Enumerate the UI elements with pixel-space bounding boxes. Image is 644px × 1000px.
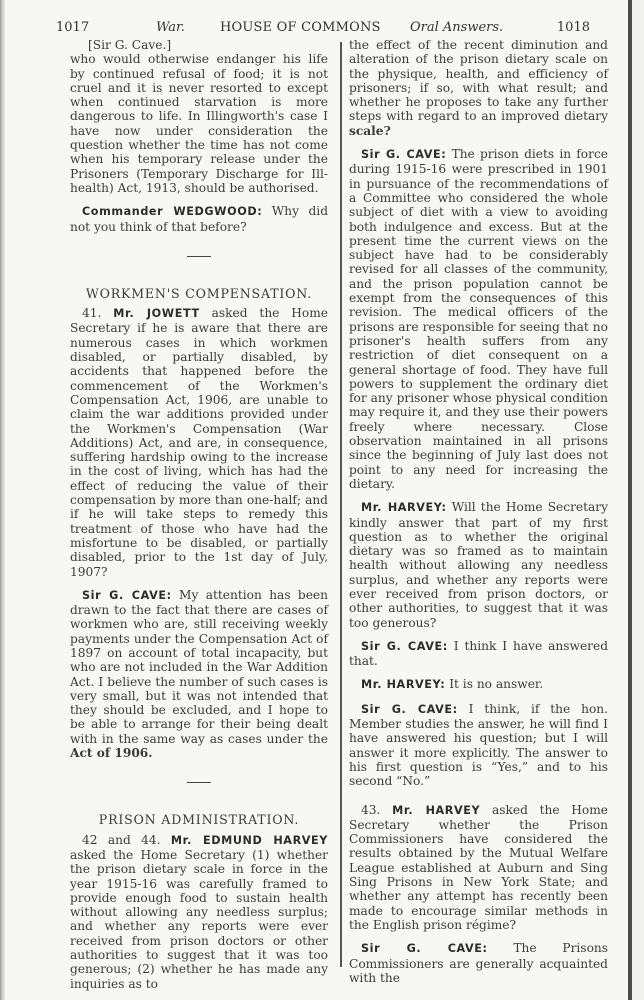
- speaker-name: Sir G. CAVE:: [361, 148, 447, 162]
- answer-43: [349, 941, 608, 985]
- speaker-name: Sir G. CAVE:: [82, 588, 172, 602]
- section-heading-prison-administration: PRISON ADMINISTRATION.: [98, 812, 300, 828]
- question-text: asked the Home Secretary whether the Prison Commissioners have considered the results obtained by the Mutual Welfare League established at Auburn and Sing Sing Prisons in New York State; and whether any attempt has recently been made to encourage similar methods in the English prison régime?: [349, 802, 609, 932]
- question-number: 43.: [361, 802, 381, 817]
- page-header: [56, 20, 590, 38]
- speech-text: Why did not you think of that before?: [70, 204, 328, 234]
- question-43: [349, 803, 608, 933]
- speech-text: I think, if the hon. Member studies the answer, he will find I have answered his question; but I will answer it more explicitly. The answer to his first question is “Yes,” and to his second “No.”: [349, 701, 609, 789]
- question-text-tail: scale?: [349, 123, 391, 138]
- answer-42-44: [349, 147, 608, 491]
- speaker-name: Sir G. CAVE:: [361, 702, 458, 716]
- cave-reply-2: [349, 639, 608, 669]
- section-separator: [187, 256, 211, 257]
- column-divider: [340, 42, 342, 967]
- page-right-margin: [632, 0, 644, 1000]
- center-title: HOUSE OF COMMONS: [220, 20, 381, 35]
- cave-reply-3: [349, 702, 608, 789]
- question-41: [70, 306, 328, 579]
- answer-text: The prison diets in force during 1915-16 were prescribed in 1901 in pursuance of the recommendations of a Committee who considered the whole subject of diet with a view to avoiding both indulgence and excess. But at the present time the current views on the subject have had to be considerably revised for all classes of the community, and the prison population cannot be exempt from the consequences of this revision. The medical officers of the prisons are responsible for seeing that no prisoner's health suffers from any restriction of diet consequent on a general shortage of food. They have full powers to supplement the ordinary diet for any prisoner whose physical condition may require it, and they use their powers freely where necessary. Close observation maintained in all prisons since the beginning of July last does not point to any need for increasing the dietary.: [349, 147, 609, 491]
- answer-text-tail: Act of 1906.: [70, 746, 153, 761]
- speech-text: I think I have answered that.: [349, 638, 608, 669]
- harvey-followup-2: [349, 677, 608, 692]
- right-column: [349, 38, 608, 994]
- speaker-name: Mr. HARVEY:: [361, 501, 447, 515]
- question-number: 41.: [82, 306, 102, 321]
- speaker-name: Sir G. CAVE:: [361, 639, 448, 653]
- answer-text: The Prisons Commissioners are generally acquainted with the: [349, 941, 609, 985]
- continued-speaker-tag: [Sir G. Cave.]: [88, 38, 172, 52]
- speaker-name: Commander WEDGWOOD:: [82, 205, 263, 219]
- question-42-44-continued: [349, 38, 608, 138]
- wedgwood-interjection: [70, 204, 328, 234]
- question-42-44: [70, 833, 328, 991]
- continued-answer-paragraph: who would otherwise endanger his life by continued refusal of food; it is not cruel and it is never resorted to except when continued starvation is more dangerous to life. In Illingworth's case I have now under consideration the question whether the time has not come when his temporary release under the Prisoners (Temporary Discharge for Ill-health) Act, 1913, should be authorised.: [70, 52, 328, 195]
- right-running-title: Oral Answers.: [410, 20, 504, 35]
- speech-text: Will the Home Secretary kindly answer that part of my first question as to whether the original dietary was so framed as to maintain health without allowing any needless surplus, and whether any reports were ever received from prison doctors, or other authorities, to suggest that it was too generous?: [349, 500, 609, 630]
- question-text: the effect of the recent diminution and alteration of the prison dietary scale on the physique, health, and efficiency of prisoners; if so, with what result; and whether he proposes to take any further steps with regard to an improved dietary: [349, 38, 608, 124]
- question-text: asked the Home Secretary (1) whether the prison dietary scale in force in the year 1915-16 was carefully framed to provide enough food to sustain health without allowing any needless surplus; and whether any reports were ever received from prison doctors or other authorities to suggest that it was too generous; (2) whether he has made any inquiries as to: [70, 847, 328, 991]
- left-page-number: 1017: [56, 20, 90, 35]
- speaker-name: Mr. HARVEY:: [361, 678, 446, 692]
- speaker-name: Mr. JOWETT: [113, 307, 200, 321]
- question-number: 42 and 44.: [82, 832, 161, 847]
- page-binding-shadow: [0, 0, 5, 1000]
- section-heading-workmens-compensation: WORKMEN'S COMPENSATION.: [85, 285, 313, 301]
- section-separator: [187, 782, 211, 783]
- right-page-number: 1018: [556, 20, 590, 35]
- question-text: asked the Home Secretary if he is aware that there are numerous cases in which workmen disabled, or partially disabled, by accidents that happened before the commencement of the Workmen's Compensation Act, 1906, are unable to claim the war additions provided under the Workmen's Compensation (War Additions) Act, and are, in consequence, suffering hardship owing to the increase in the cost of living, which has had the effect of reducing the value of their compensation by more than one-half; and if he will take steps to remedy this treatment of those who have had the misfortune to be disabled, or partially disabled, prior to the 1st day of July, 1907?: [70, 306, 329, 579]
- speech-text: It is no answer.: [449, 677, 544, 692]
- answer-text: My attention has been drawn to the fact that there are cases of workmen who are, still receiving weekly payments under the Compensation Act of 1897 on account of total incapacity, but who are not included in the War Addition Act. I believe the number of such cases is very small, but it was not intended that they should be excluded, and I hope to be able to arrange for their being dealt with in the same way as cases under the: [70, 587, 328, 746]
- left-column: [70, 38, 328, 1000]
- answer-41: [70, 588, 328, 761]
- speaker-name: Mr. HARVEY: [392, 803, 481, 817]
- speaker-name: Mr. EDMUND HARVEY: [170, 833, 328, 847]
- left-running-title: War.: [156, 20, 185, 35]
- speaker-name: Sir G. CAVE:: [361, 942, 488, 956]
- harvey-followup-1: [349, 500, 608, 630]
